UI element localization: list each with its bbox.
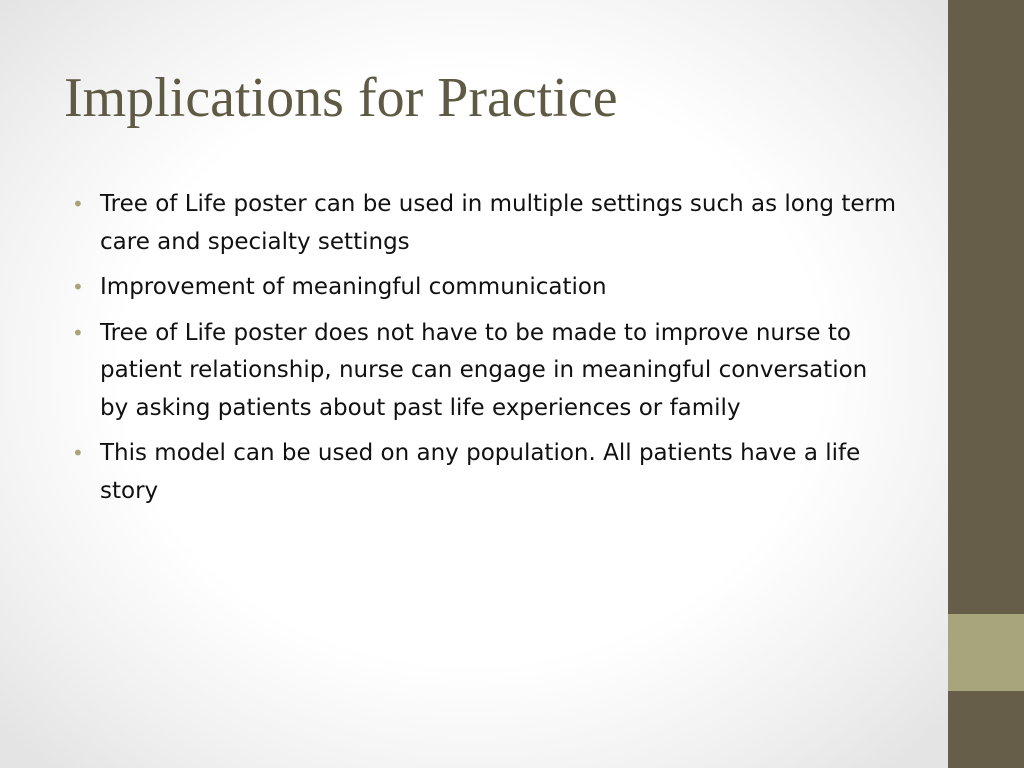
bullet-text: Improvement of meaningful communication	[100, 274, 607, 300]
bullet-text: This model can be used on any population. All patients have a life story	[100, 440, 861, 504]
bullet-text: Tree of Life poster can be used in multiple settings such as long term care and specialty settings	[100, 191, 896, 255]
bullet-item	[72, 315, 902, 428]
bullet-dot-icon: •	[72, 192, 84, 216]
decorative-side-bar	[948, 0, 1024, 768]
bullet-dot-icon: •	[72, 320, 84, 345]
bullet-item	[72, 435, 902, 510]
bullet-item	[72, 186, 902, 261]
bullet-dot-icon: •	[72, 441, 84, 465]
side-bar-dark-segment	[948, 691, 1024, 768]
bullet-list	[72, 186, 902, 518]
bullet-dot-icon: •	[72, 275, 84, 299]
slide-title: Implications for Practice	[64, 67, 618, 129]
bullet-text: Tree of Life poster does not have to be made to improve nurse to patient relationship, nurse can engage in meaningful conversation by asking patients about past life experiences or family	[100, 319, 868, 421]
bullet-item	[72, 269, 902, 307]
side-bar-light-segment	[948, 614, 1024, 691]
side-bar-dark-segment	[948, 0, 1024, 614]
